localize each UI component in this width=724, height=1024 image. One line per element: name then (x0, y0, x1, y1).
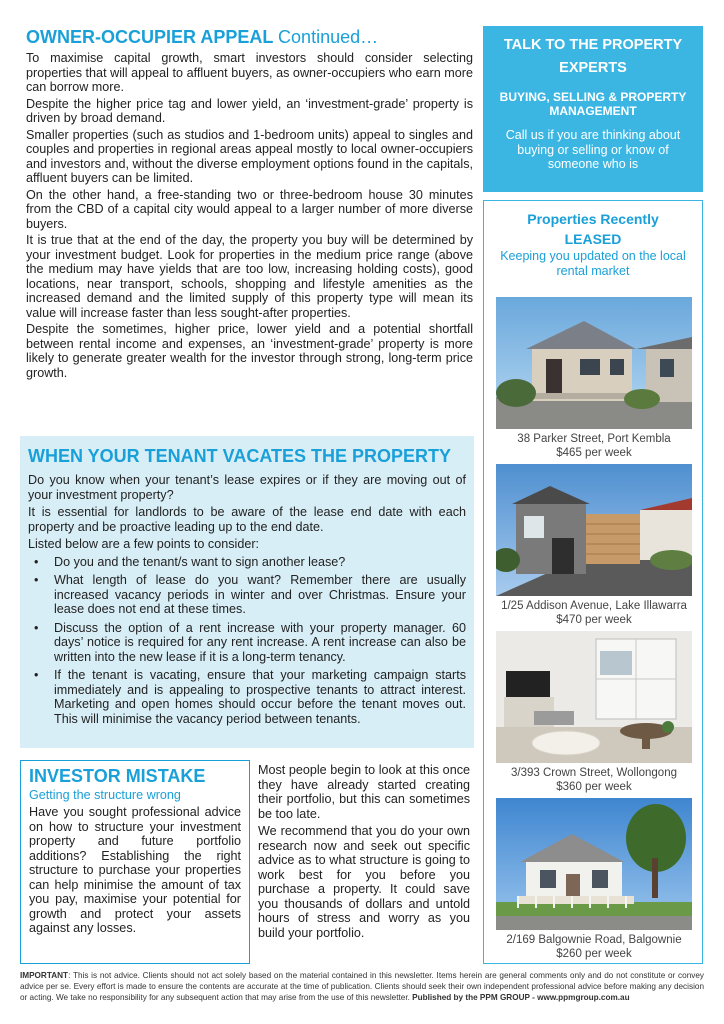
tenant-vacates-section (20, 436, 474, 748)
paragraph: On the other hand, a free-standing two or three-bedroom house 30 minutes from the CBD of a capital city would appeal to a larger number of more diverse buyers. (26, 187, 473, 231)
property-address: 2/169 Balgownie Road, Balgownie (506, 934, 682, 946)
paragraph: It is true that at the end of the day, the property you buy will be determined by your investment budget. Look for properties in the medium price range (above the medium may have yields that are too low, increasing holding costs), good locations, near transport, schools, shopping and lifestyle amenities as the increased demand and the limited supply of this property type will mean its value will increase faster than less sought-after properties. (26, 233, 473, 320)
leased-property (496, 631, 692, 794)
property-address: 1/25 Addison Avenue, Lake Illawarra (501, 600, 687, 612)
disclaimer-footer (20, 970, 704, 1003)
important-label: IMPORTANT (20, 971, 69, 980)
property-price: $360 per week (556, 781, 632, 793)
paragraph: Have you sought professional advice on how to structure your investment property and future portfolio additions? Establishing the right structure to purchase your properties can help minimise the amount of tax you pay, maximise your potential for growth and protect your assets against any losses. (29, 805, 241, 935)
investor-mistake-box (20, 760, 250, 964)
list-item (28, 668, 466, 726)
paragraph: Despite the higher price tag and lower yield, an ‘investment-grade’ property is driven by broad demand. (26, 96, 473, 125)
living-room-photo-icon (496, 631, 692, 763)
property-price: $470 per week (556, 614, 632, 626)
property-price: $260 per week (556, 948, 632, 960)
paragraph: It is essential for landlords to be aware of the lease end date with each property and be proactive leading up to the end date. (28, 505, 466, 534)
panel-title: TALK TO THE PROPERTY EXPERTS (503, 37, 683, 76)
owner-occupier-section (26, 26, 473, 382)
recently-leased-panel (483, 200, 703, 964)
house-photo-icon (496, 297, 692, 429)
cottage-photo-icon (496, 798, 692, 930)
talk-to-experts-panel (483, 26, 703, 192)
investor-mistake-continued (258, 763, 470, 943)
list-item-text: Do you and the tenant/s want to sign another lease? (54, 554, 346, 569)
leased-title-line: LEASED (564, 231, 622, 247)
list-item (28, 555, 466, 570)
considerations-list (28, 555, 466, 727)
disclaimer-text: : This is not advice. Clients should not act solely based on the material contained in this newsletter. Items herein are general comments only and do not constitute or convey advice per se. Every effort is made to ensure the contents are accurate at the time of publication. Clients should seek their own independent professional advice before making any decision or acting. We take no responsibility for any subsequent action that may arise from the use of this newsletter. (20, 971, 704, 1002)
publisher-text: Published by the PPM GROUP - www.ppmgroup.com.au (412, 993, 630, 1002)
heading-continued: Continued… (278, 27, 379, 47)
list-item-text: If the tenant is vacating, ensure that your marketing campaign starts immediately and is appealing to prospective tenants to attract interest. Marketing and open homes should occur before the tenant moves out. This will minimise the vacancy period between tenants. (54, 668, 466, 726)
panel-text: Call us if you are thinking about buying or selling or know of someone who is (505, 128, 681, 171)
paragraph: To maximise capital growth, smart investors should consider selecting properties that will appeal to affluent buyers, as owner-occupiers who earn more can borrow more. (26, 51, 473, 94)
tenant-heading: WHEN YOUR TENANT VACATES THE PROPERTY (28, 446, 452, 466)
leased-title-line: Properties Recently (527, 211, 659, 227)
paragraph: Do you know when your tenant’s lease expires or if they are moving out of your investment property? (28, 473, 466, 502)
mistake-heading: INVESTOR MISTAKE (29, 766, 206, 786)
townhouse-photo-icon (496, 464, 692, 596)
bullet-icon: • (34, 620, 39, 635)
paragraph: Listed below are a few points to consider: (28, 537, 260, 551)
list-item (28, 621, 466, 665)
mistake-subheading: Getting the structure wrong (29, 788, 181, 802)
list-item (28, 573, 466, 617)
heading-text: OWNER-OCCUPIER APPEAL (26, 27, 274, 47)
leased-subtitle: Keeping you updated on the local rental market (500, 249, 686, 278)
property-address: 38 Parker Street, Port Kembla (517, 433, 671, 445)
list-item-text: Discuss the option of a rent increase with your property manager. 60 days’ notice is required for any rent increase. A rent increase can also be written into the new lease if it is a long-term tenancy. (54, 620, 466, 664)
panel-subtitle: BUYING, SELLING & PROPERTY MANAGEMENT (499, 90, 687, 118)
paragraph: We recommend that you do your own research now and seek out specific advice as to what structure is going to work best for you before you purchase a property. It could save you thousands of dollars and untold hours of stress and worry as you build your portfolio. (258, 824, 470, 940)
leased-property (496, 798, 692, 961)
bullet-icon: • (34, 668, 39, 682)
leased-title (484, 209, 702, 249)
leased-property (496, 464, 692, 627)
paragraph: Smaller properties (such as studios and 1-bedroom units) appeal to singles and couples and properties in regional areas appeal mostly to local owner-occupiers and investors and, without the diverse employment options found in the capitals, affluent buyers can be limited. (26, 127, 473, 185)
property-address: 3/393 Crown Street, Wollongong (511, 767, 677, 779)
leased-property (496, 297, 692, 460)
owner-occupier-heading (26, 26, 473, 48)
list-item-text: What length of lease do you want? Remember there are usually increased vacancy periods in winter and over Christmas. Ensure your lease does not end at these times. (54, 573, 466, 616)
property-price: $465 per week (556, 447, 632, 459)
paragraph: Despite the sometimes, higher price, lower yield and a potential shortfall between rental income and expenses, an ‘investment-grade’ property is more likely to generate greater wealth for the investor through strong, long-term price growth. (26, 322, 473, 380)
bullet-icon: • (34, 573, 39, 587)
bullet-icon: • (34, 554, 39, 569)
paragraph: Most people begin to look at this once they have already started creating their portfolio, but this can sometimes be too late. (258, 763, 470, 821)
